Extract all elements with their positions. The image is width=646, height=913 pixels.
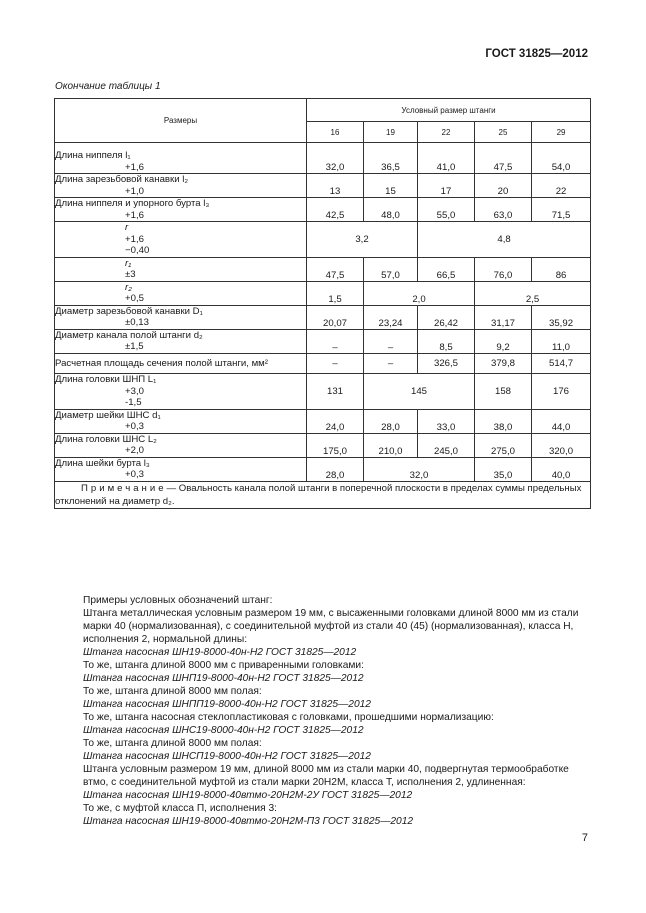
table-cell: 158 [475, 374, 532, 410]
row-tolerance: -1,5 [125, 397, 142, 408]
table-cell: 38,0 [475, 409, 532, 433]
table-cell: 275,0 [475, 433, 532, 457]
table-cell: 4,8 [418, 222, 591, 258]
row-tolerance: −0,40 [125, 245, 150, 256]
table-row [55, 281, 591, 305]
table-cell: 28,0 [364, 409, 418, 433]
row-tolerance: +3,0 [125, 385, 144, 397]
row-tolerance: +0,3 [125, 421, 144, 432]
table-cell: – [307, 329, 364, 353]
page-number: 7 [581, 832, 588, 844]
row-label: Длина шейки бурта l₃ [55, 457, 150, 469]
table-cell: 36,5 [364, 143, 418, 174]
table-row [55, 409, 591, 433]
table-cell: 35,92 [532, 305, 591, 329]
table-row [55, 222, 591, 258]
row-tolerance: ±1,5 [125, 341, 144, 352]
table-cell: 210,0 [364, 433, 418, 457]
table-cell: 2,5 [475, 281, 591, 305]
row-tolerance: +2,0 [125, 445, 144, 456]
row-tolerance: +0,5 [125, 293, 144, 304]
row-label: r₂ [125, 281, 132, 293]
table-cell: 9,2 [475, 329, 532, 353]
paragraph: То же, штанга длиной 8000 мм с приваренными головками: [83, 660, 364, 671]
table-cell: 47,5 [475, 143, 532, 174]
paragraph: Штанга металлическая условным размером 19 мм, с высаженными головками длиной 8000 мм из стали марки 40 (нормализованная), с соединительной муфтой из стали 40 (45) (нормализованная), класса Н, исполнения 2, нормальной длины: [83, 608, 579, 645]
table-cell: 54,0 [532, 143, 591, 174]
table-cell: 32,0 [307, 143, 364, 174]
table-cell: 33,0 [418, 409, 475, 433]
table-cell: 44,0 [532, 409, 591, 433]
table-cell: 41,0 [418, 143, 475, 174]
table-cell: 31,17 [475, 305, 532, 329]
table-cell: 17 [418, 174, 475, 198]
row-label: Диаметр зарезьбовой канавки D₁ [55, 305, 203, 317]
row-label: Расчетная площадь сечения полой штанги, мм² [55, 357, 268, 369]
paragraph: То же, штанга длиной 8000 мм полая: [83, 738, 262, 749]
table-cell: 131 [307, 374, 364, 410]
row-label: r [125, 222, 129, 233]
table-cell: – [364, 329, 418, 353]
table-cell: 320,0 [532, 433, 591, 457]
table-cell: 71,5 [532, 198, 591, 222]
table-cell: 1,5 [307, 281, 364, 305]
column-header-dimensions: Размеры [55, 99, 307, 143]
row-label: r₁ [125, 257, 132, 269]
row-label: Длина головки ШНП L₁ [55, 374, 157, 385]
table-cell: 20 [475, 174, 532, 198]
row-label: Длина головки ШНС L₂ [55, 433, 157, 445]
size-header: 29 [532, 122, 591, 143]
table-cell: 24,0 [307, 409, 364, 433]
row-tolerance: ±0,13 [125, 317, 149, 328]
size-header: 25 [475, 122, 532, 143]
table-row [55, 143, 591, 174]
row-label: Диаметр шейки ШНС d₁ [55, 409, 161, 421]
paragraph: Штанга условным размером 19 мм, длиной 8000 мм из стали марки 40, подвергнутая термообработке втмо, с соединительной муфтой из стали марки 20Н2М, класса Т, исполнения 2, удлиненная: [83, 764, 569, 788]
table-cell: 20,07 [307, 305, 364, 329]
table-row [55, 329, 591, 353]
paragraph: То же, с муфтой класса П, исполнения 3: [83, 803, 277, 814]
row-tolerance: +0,3 [125, 469, 144, 480]
designation-example: Штанга насосная ШН19-8000-40н-Н2 ГОСТ 31825—2012 [83, 647, 357, 658]
note-text: — Овальность канала полой штанги в поперечной плоскости в пределах суммы предельных отклонений на диаметр d₂. [55, 482, 582, 507]
table-cell: 8,5 [418, 329, 475, 353]
table-row [55, 353, 591, 374]
table-cell: 11,0 [532, 329, 591, 353]
table-cell: 63,0 [475, 198, 532, 222]
table-cell: – [307, 353, 364, 374]
table-row [55, 174, 591, 198]
table-cell: 3,2 [307, 222, 418, 258]
paragraph: Примеры условных обозначений штанг: [83, 595, 273, 606]
table-row [55, 198, 591, 222]
table-cell: 326,5 [418, 353, 475, 374]
row-label: Длина ниппеля l₁ [55, 150, 131, 161]
table-cell: 32,0 [364, 457, 475, 481]
paragraph: То же, штанга насосная стеклопластиковая с головками, прошедшими нормализацию: [83, 712, 494, 723]
row-tolerance: ±3 [125, 269, 136, 280]
table-row [55, 305, 591, 329]
table-cell: 245,0 [418, 433, 475, 457]
table-cell: 76,0 [475, 257, 532, 281]
designation-example: Штанга насосная ШН19-8000-40втмо-20Н2М-2У ГОСТ 31825—2012 [83, 790, 413, 801]
table-row [55, 374, 591, 410]
designation-example: Штанга насосная ШНП19-8000-40н-Н2 ГОСТ 31825—2012 [83, 673, 364, 684]
table-cell: 2,0 [364, 281, 475, 305]
examples-text [55, 594, 593, 828]
table-cell: 86 [532, 257, 591, 281]
dimensions-table [54, 98, 591, 509]
table-cell: 57,0 [364, 257, 418, 281]
table-cell: 176 [532, 374, 591, 410]
table-cell: 379,8 [475, 353, 532, 374]
table-cell: 55,0 [418, 198, 475, 222]
table-row [55, 257, 591, 281]
table-cell: 35,0 [475, 457, 532, 481]
designation-example: Штанга насосная ШН19-8000-40втмо-20Н2М-П3 ГОСТ 31825—2012 [83, 816, 414, 827]
row-label: Диаметр канала полой штанги d₂ [55, 329, 203, 341]
table-cell: 28,0 [307, 457, 364, 481]
table-cell: 13 [307, 174, 364, 198]
table-cell: – [364, 353, 418, 374]
table-cell: 26,42 [418, 305, 475, 329]
table-caption: Окончание таблицы 1 [55, 81, 161, 92]
table-cell: 23,24 [364, 305, 418, 329]
note-prefix: Примечание [81, 482, 167, 494]
size-header: 19 [364, 122, 418, 143]
size-header: 22 [418, 122, 475, 143]
row-tolerance: +1,6 [125, 161, 144, 173]
designation-example: Штанга насосная ШНСП19-8000-40н-Н2 ГОСТ 31825—2012 [83, 751, 371, 762]
row-label: Длина зарезьбовой канавки l₂ [55, 174, 189, 185]
table-cell: 66,5 [418, 257, 475, 281]
column-group-header: Условный размер штанги [307, 99, 591, 122]
row-tolerance: +1,0 [125, 185, 144, 197]
table-cell: 22 [532, 174, 591, 198]
table-cell: 514,7 [532, 353, 591, 374]
designation-example: Штанга насосная ШНПП19-8000-40н-Н2 ГОСТ 31825—2012 [83, 699, 371, 710]
table-cell: 47,5 [307, 257, 364, 281]
table-note [55, 481, 591, 508]
table-cell: 48,0 [364, 198, 418, 222]
size-header: 16 [307, 122, 364, 143]
paragraph: То же, штанга длиной 8000 мм полая: [83, 686, 262, 697]
row-label: Длина ниппеля и упорного бурта l₃ [55, 198, 210, 209]
table-cell: 15 [364, 174, 418, 198]
table-cell: 40,0 [532, 457, 591, 481]
table-note-row [55, 481, 591, 508]
table-cell: 145 [364, 374, 475, 410]
row-tolerance: +1,6 [125, 209, 144, 221]
document-code: ГОСТ 31825—2012 [485, 48, 588, 60]
table-cell: 175,0 [307, 433, 364, 457]
table-row [55, 433, 591, 457]
table-row [55, 457, 591, 481]
designation-example: Штанга насосная ШНС19-8000-40н-Н2 ГОСТ 31825—2012 [83, 725, 364, 736]
row-tolerance: +1,6 [125, 233, 144, 245]
table-cell: 42,5 [307, 198, 364, 222]
